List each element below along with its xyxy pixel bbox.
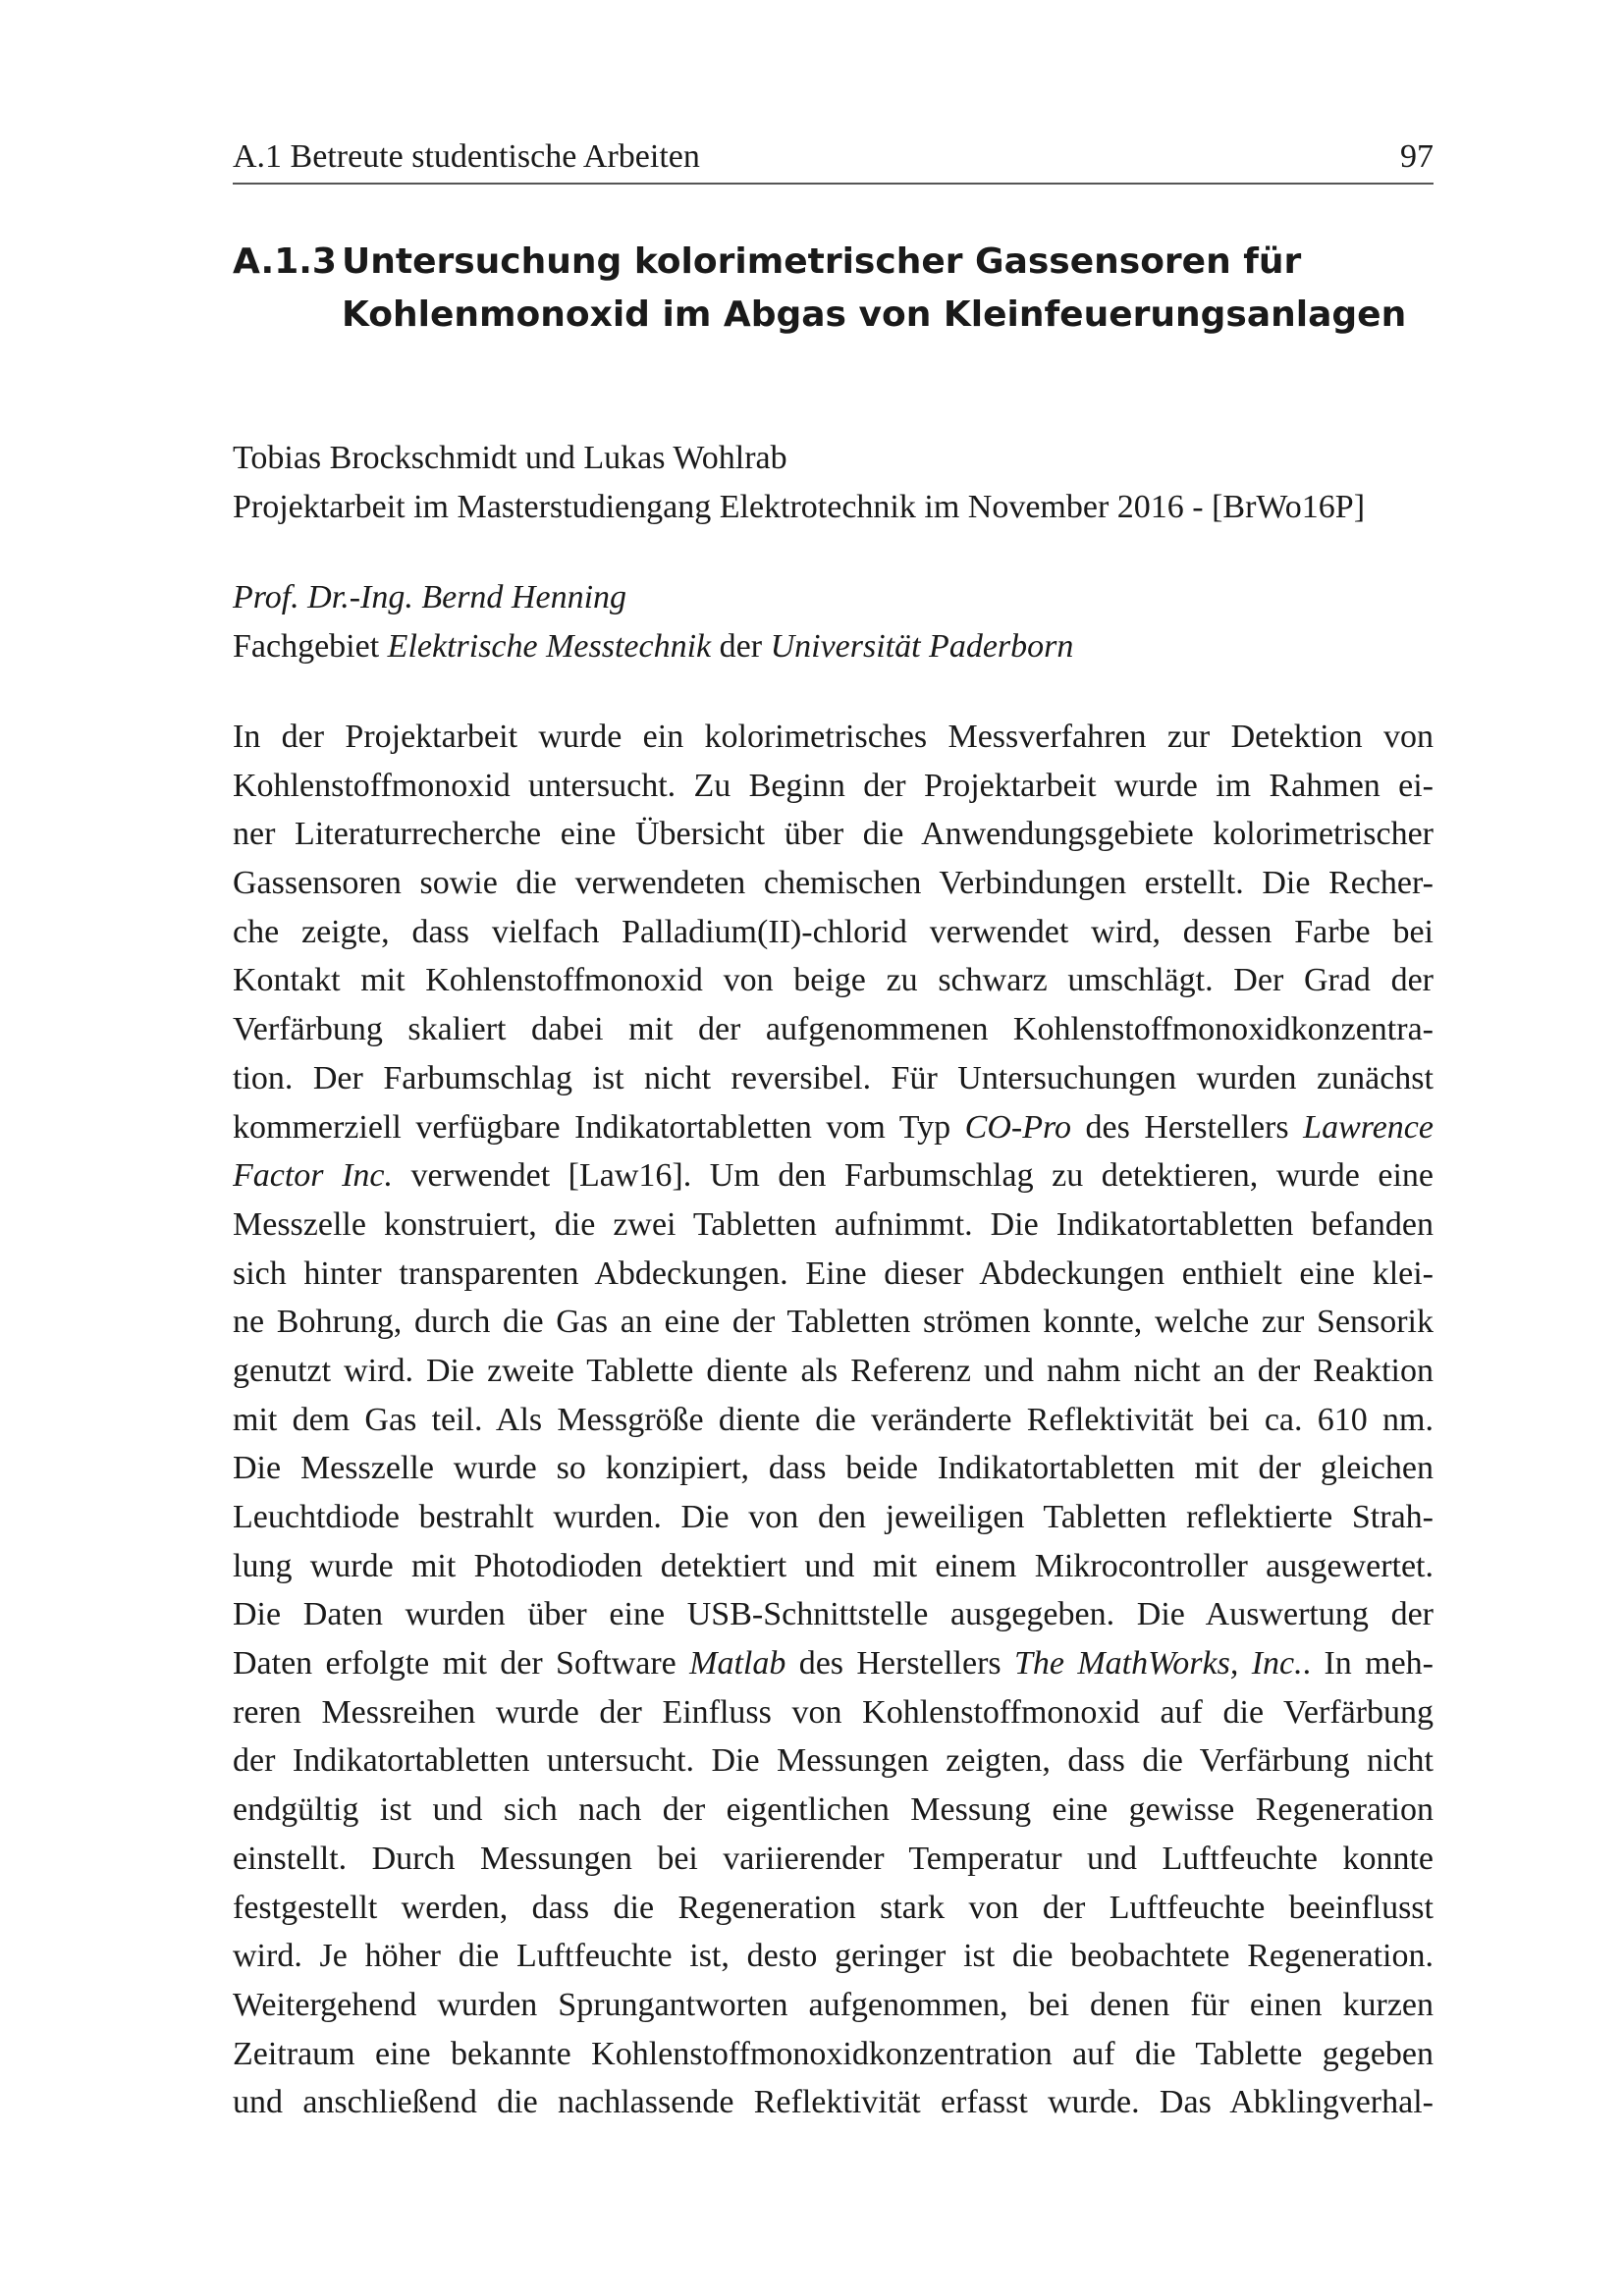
abstract-line: Die Daten wurden über eine USB-Schnittstelle ausgegeben. Die Auswertung der	[233, 1596, 1434, 1633]
abstract-line: wird. Je höher die Luftfeuchte ist, desto geringer ist die beobachtete Regeneration.	[233, 1938, 1434, 1975]
work-info: Projektarbeit im Masterstudiengang Elektrotechnik im November 2016 - [BrWo16P]	[233, 488, 1366, 525]
department-line	[233, 622, 1434, 671]
abstract-line: lung wurde mit Photodioden detektiert und mit einem Mikrocontroller ausgewertet.	[233, 1547, 1434, 1584]
abstract-line	[233, 1151, 1434, 1201]
software-name: Matlab	[689, 1645, 786, 1682]
abstract-line: Weitergehend wurden Sprungantworten aufgenommen, bei denen für einen kurzen	[233, 1986, 1434, 2023]
section-title	[342, 236, 1422, 342]
dept-name: Elektrische Messtechnik	[387, 627, 712, 665]
abstract-line: der Indikatortabletten untersucht. Die Messungen zeigten, dass die Verfärbung nicht	[233, 1742, 1434, 1780]
abstract-line: Leuchtdiode bestrahlt wurden. Die von den jeweiligen Tabletten reflektierte Strah-	[233, 1499, 1434, 1535]
abstract-line: genutzt wird. Die zweite Tablette diente als Referenz und nahm nicht an der Reaktion	[233, 1352, 1434, 1389]
supervisor-name	[233, 573, 1434, 622]
supervisor-block	[233, 573, 1434, 670]
abstract-line: Zeitraum eine bekannte Kohlenstoffmonoxidkonzentration auf die Tablette gegeben	[233, 2035, 1434, 2072]
university-name: Universität Paderborn	[770, 627, 1074, 665]
abstract-line	[233, 1639, 1434, 1688]
product-name: CO-Pro	[964, 1108, 1071, 1146]
abstract-paragraph	[233, 713, 1434, 2127]
abstract-line: In der Projektarbeit wurde ein kolorimetrisches Messverfahren zur Detektion von	[233, 719, 1434, 755]
abstract-text: . In meh-	[1302, 1645, 1434, 1682]
author-block	[233, 434, 1434, 531]
abstract-line	[233, 1103, 1434, 1152]
abstract-text: kommerziell verfügbare Indikatortabletten vom Typ	[233, 1108, 965, 1146]
running-header-section: A.1 Betreute studentische Arbeiten	[233, 138, 700, 175]
abstract-text: Daten erfolgte mit der Software	[233, 1645, 690, 1682]
abstract-line: Gassensoren sowie die verwendeten chemischen Verbindungen erstellt. Die Recher-	[233, 865, 1434, 902]
dept-prefix: Fachgebiet	[233, 627, 388, 665]
section-title-line: Untersuchung kolorimetrischer Gassensoren für	[342, 241, 1302, 282]
running-header	[233, 135, 1434, 185]
abstract-line: tion. Der Farbumschlag ist nicht reversibel. Für Untersuchungen wurden zunächst	[233, 1059, 1434, 1096]
abstract-line: ne Bohrung, durch die Gas an eine der Tabletten strömen konnte, welche zur Sensorik	[233, 1304, 1434, 1341]
abstract-line: und anschließend die nachlassende Reflektivität erfasst wurde. Das Abklingverhal-	[233, 2084, 1434, 2121]
abstract-text: verwendet [Law16]. Um den Farbumschlag zu detektieren, wurde eine	[393, 1157, 1434, 1195]
section-title-line: Kohlenmonoxid im Abgas von Kleinfeuerungsanlagen	[342, 294, 1407, 335]
abstract-text: des Herstellers	[785, 1645, 1014, 1682]
manufacturer-name: Factor Inc.	[233, 1157, 393, 1195]
abstract-line: che zeigte, dass vielfach Palladium(II)-chlorid verwendet wird, dessen Farbe bei	[233, 913, 1434, 950]
abstract-line: festgestellt werden, dass die Regeneration stark von der Luftfeuchte beeinflusst	[233, 1889, 1434, 1926]
abstract-line: Messzelle konstruiert, die zwei Tabletten aufnimmt. Die Indikatortabletten befanden	[233, 1205, 1434, 1243]
dept-mid: der	[711, 627, 771, 665]
abstract-line: Kontakt mit Kohlenstoffmonoxid von beige zu schwarz umschlägt. Der Grad der	[233, 962, 1434, 999]
manufacturer-name: The MathWorks, Inc.	[1013, 1645, 1303, 1682]
section-number: A.1.3	[233, 241, 337, 282]
supervisor-name-text: Prof. Dr.-Ing. Bernd Henning	[233, 579, 627, 615]
abstract-line: reren Messreihen wurde der Einfluss von Kohlenstoffmonoxid auf die Verfärbung	[233, 1693, 1434, 1731]
abstract-line: einstellt. Durch Messungen bei variierender Temperatur und Luftfeuchte konnte	[233, 1840, 1434, 1877]
abstract-line: endgültig ist und sich nach der eigentlichen Messung eine gewisse Regeneration	[233, 1791, 1434, 1829]
page-number: 97	[1400, 138, 1434, 175]
abstract-line: Die Messzelle wurde so konzipiert, dass beide Indikatortabletten mit der gleichen	[233, 1450, 1434, 1487]
author-names: Tobias Brockschmidt und Lukas Wohlrab	[233, 440, 787, 476]
abstract-line: Kohlenstoffmonoxid untersucht. Zu Beginn der Projektarbeit wurde im Rahmen ei-	[233, 767, 1434, 804]
abstract-text: des Herstellers	[1070, 1108, 1304, 1146]
abstract-line: ner Literaturrecherche eine Übersicht über die Anwendungsgebiete kolorimetrischer	[233, 816, 1434, 853]
abstract-line: sich hinter transparenten Abdeckungen. Eine dieser Abdeckungen enthielt eine klei-	[233, 1255, 1434, 1292]
abstract-line: mit dem Gas teil. Als Messgröße diente die veränderte Reflektivität bei ca. 610 nm.	[233, 1401, 1434, 1438]
abstract-line: Verfärbung skaliert dabei mit der aufgenommenen Kohlenstoffmonoxidkonzentra-	[233, 1011, 1434, 1048]
manufacturer-name: Lawrence	[1303, 1108, 1434, 1146]
